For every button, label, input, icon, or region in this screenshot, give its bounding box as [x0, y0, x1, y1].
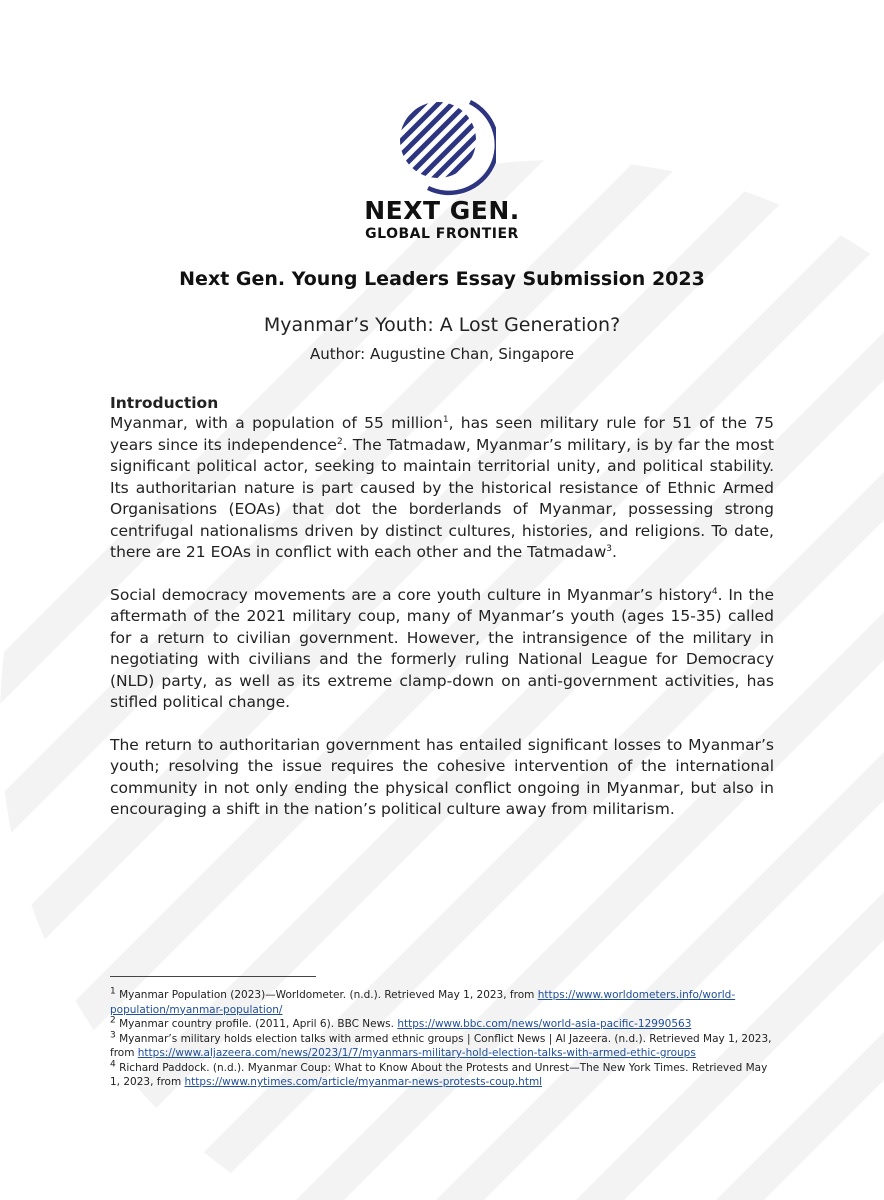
- footnote-3-link[interactable]: https://www.aljazeera.com/news/2023/1/7/myanmars-military-hold-election-talks-with-armed-ethic-groups: [137, 1047, 696, 1059]
- essay-body: [110, 394, 774, 842]
- essay-title: Myanmar’s Youth: A Lost Generation?: [263, 314, 621, 336]
- footnote-4: $^4$ Richard Paddock. (n.d.). Myanmar Coup: What to Know About the Protests and Unrest—The New York Times. Retrieved May 1, 2023, from https://www.nytimes.com/article/myanmar-news-protests-coup.html: [110, 1059, 768, 1088]
- paragraph-3: The return to authoritarian government has entailed significant losses to Myanmar’s youth; resolving the issue requires the cohesive intervention of the international community in not only ending the physical conflict ongoing in Myanmar, but also in encouraging a shift in the nation’s political culture away from militarism.: [110, 735, 774, 818]
- paragraph-2: Social democracy movements are a core youth culture in Myanmar’s history$^4$. In the aftermath of the 2021 military coup, many of Myanmar’s youth (ages 15-35) called for a return to civilian government. However, the intransigence of the military in negotiating with civilians and the formerly ruling National League for Democracy (NLD) party, as well as its extreme clamp-down on anti-government activities, has stifled political change.: [110, 585, 774, 711]
- footnote-2-link[interactable]: https://www.bbc.com/news/world-asia-pacific-12990563: [397, 1018, 692, 1030]
- footnote-ref-1[interactable]: 1: [442, 414, 449, 425]
- footnote-1: $^1$ Myanmar Population (2023)—Worldometer. (n.d.). Retrieved May 1, 2023, from https://www.worldometers.info/world-population/myanmar-population/: [110, 986, 736, 1016]
- brand-name: NEXT GEN.: [364, 196, 520, 225]
- footnote-ref-2[interactable]: 2: [336, 436, 343, 447]
- footnote-divider: [110, 976, 316, 977]
- paragraph-1: Myanmar, with a population of 55 million$^1$, has seen military rule for 51 of the 75 years since its independence$^2$. The Tatmadaw, Myanmar’s military, is by far the most significant political actor, seeking to maintain territorial unity, and political stability. Its authoritarian nature is part caused by the historical resistance of Ethnic Armed Organisations (EOAs) that dot the borderlands of Myanmar, possessing strong centrifugal nationalisms driven by distinct cultures, histories, and religions. To date, there are 21 EOAs in conflict with each other and the Tatmadaw$^3$.: [110, 414, 775, 561]
- brand-tagline: GLOBAL FRONTIER: [365, 226, 519, 242]
- section-heading: Introduction: [110, 394, 219, 412]
- document-title: Next Gen. Young Leaders Essay Submission 2023: [179, 268, 705, 290]
- footnote-ref-3[interactable]: 3: [606, 543, 612, 554]
- footnote-1-link[interactable]: https://www.worldometers.info/world-population/myanmar-population/: [110, 989, 736, 1016]
- footnote-ref-4[interactable]: 4: [711, 586, 718, 597]
- footnote-4-link[interactable]: https://www.nytimes.com/article/myanmar-news-protests-coup.html: [184, 1076, 543, 1088]
- footnote-2: $^2$ Myanmar country profile. (2011, April 6). BBC News. https://www.bbc.com/news/world-asia-pacific-12990563: [110, 1015, 692, 1030]
- footnote-3: $^3$ Myanmar’s military holds election talks with armed ethnic groups | Conflict News | Al Jazeera. (n.d.). Retrieved May 1, 2023, from https://www.aljazeera.com/news/2023/1/7/myanmars-military-hold-election-talks-with-armed-ethic-groups: [110, 1030, 772, 1059]
- author-line: Author: Augustine Chan, Singapore: [309, 345, 575, 363]
- footnotes: [110, 988, 778, 1090]
- striped-circle-logo-icon: [388, 92, 496, 200]
